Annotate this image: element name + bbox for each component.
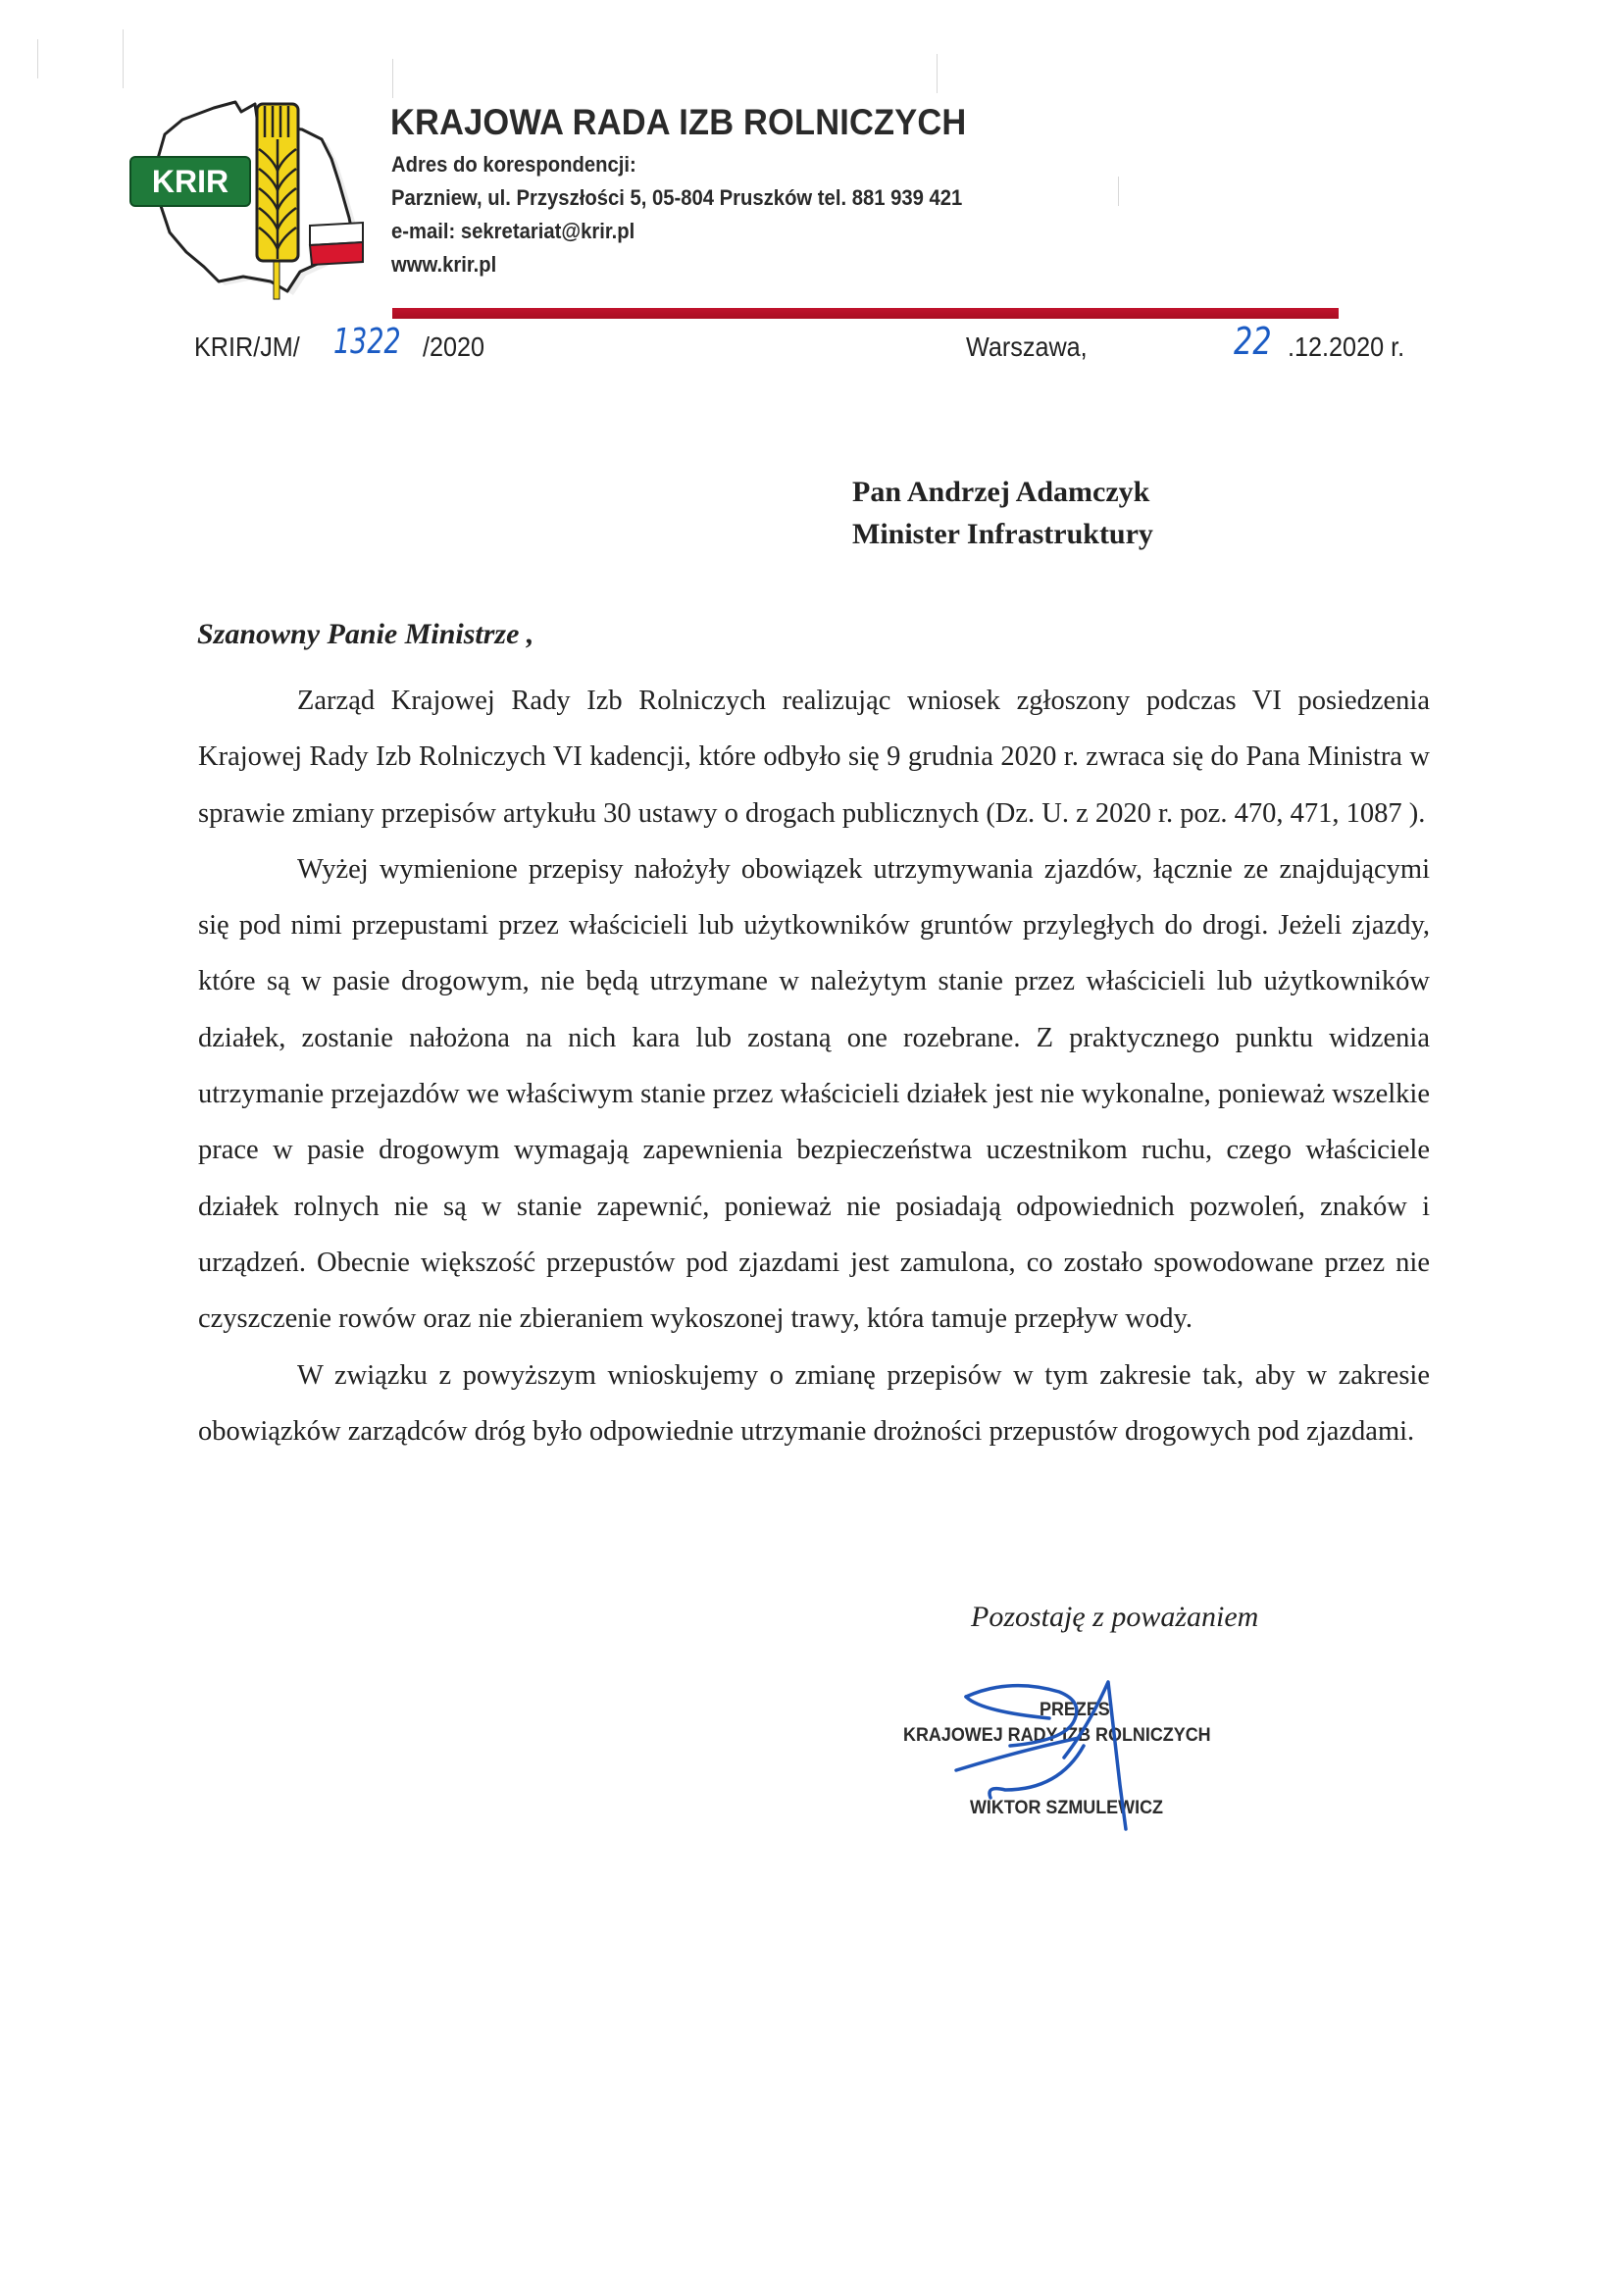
handwritten-signature-icon [951, 1667, 1167, 1844]
reference-number-handwritten: 1322 [333, 322, 401, 362]
body-paragraph: Wyżej wymienione przepisy nałożyły obowiązek utrzymywania zjazdów, łącznie ze znajdującymi się pod nimi przepustami przez właścicieli lub użytkowników gruntów przyległych do drogi. Jeżeli zjazdy, które są w pasie drogowym, nie będą utrzymane w należytym stanie przez właścicieli lub użytkowników działek, zostanie nałożona na nich kara lub zostaną one rozebrane. Z praktycznego punktu widzenia utrzymanie przejazdów we właściwym stanie przez właścicieli działek jest nie wykonalne, ponieważ wszelkie prace w pasie drogowym wymagają zapewnienia bezpieczeństwa uczestnikom ruchu, czego właściciele działek rolnych nie są w stanie zapewnić, ponieważ nie posiadają odpowiednich pozwoleń, znaków i urządzeń. Obecnie większość przepustów pod zjazdami jest zamulona, co zostało spowodowane przez nie czyszczenie rowów oraz nie zbieraniem wykoszonej trawy, która tamuje przepływ wody. [198, 853, 1430, 1335]
signatory-organization: KRAJOWEJ RADY IZB ROLNICZYCH [903, 1724, 1211, 1746]
scan-mark [1118, 177, 1119, 206]
reference-prefix: KRIR/JM/ [194, 331, 300, 362]
scan-mark [37, 39, 38, 78]
scan-mark [937, 54, 938, 93]
salutation: Szanowny Panie Ministrze , [197, 618, 534, 650]
letterhead-divider [392, 308, 1339, 319]
letter-body [198, 673, 1430, 1459]
scan-mark [123, 29, 124, 88]
address-label: Adres do korespondencji: [391, 152, 636, 177]
svg-text:KRIR: KRIR [151, 164, 229, 199]
addressee-title: Minister Infrastruktury [852, 518, 1153, 550]
email-line: e-mail: sekretariat@krir.pl [391, 219, 635, 243]
reference-year: /2020 [423, 331, 485, 362]
poland-map-wheat-logo-icon [126, 90, 371, 301]
letter-place: Warszawa, [966, 331, 1088, 362]
website-link[interactable]: www.krir.pl [391, 252, 497, 277]
closing-phrase: Pozostaję z poważaniem [971, 1601, 1259, 1633]
body-paragraph: W związku z powyższym wnioskujemy o zmianę przepisów w tym zakresie tak, aby w zakresie obowiązków zarządców dróg było odpowiednie utrzymanie drożności przepustów drogowych pod zjazdami. [198, 1359, 1430, 1447]
signatory-name: WIKTOR SZMULEWICZ [970, 1797, 1163, 1818]
date-month-year: .12.2020 r. [1288, 331, 1405, 362]
krir-logo [126, 90, 371, 301]
signatory-role: PREZES [1040, 1699, 1110, 1720]
postal-address: Parzniew, ul. Przyszłości 5, 05-804 Pruszków tel. 881 939 421 [391, 185, 963, 210]
date-day-handwritten: 22 [1234, 320, 1272, 363]
addressee-name: Pan Andrzej Adamczyk [852, 476, 1150, 508]
organization-name: KRAJOWA RADA IZB ROLNICZYCH [390, 102, 967, 142]
scan-mark [392, 59, 393, 98]
body-paragraph: Zarząd Krajowej Rady Izb Rolniczych realizując wniosek zgłoszony podczas VI posiedzenia Krajowej Rady Izb Rolniczych VI kadencji, które odbyło się 9 grudnia 2020 r. zwraca się do Pana Ministra w sprawie zmiany przepisów artykułu 30 ustawy o drogach publicznych (Dz. U. z 2020 r. poz. 470, 471, 1087 ). [198, 686, 1430, 829]
